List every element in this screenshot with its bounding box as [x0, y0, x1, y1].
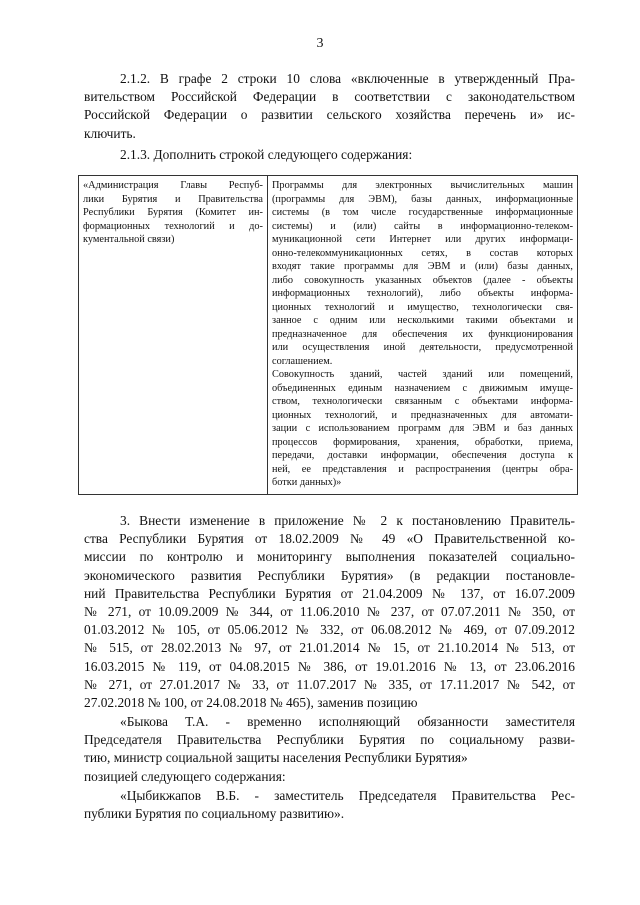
cell-line: ством, технологически связанным с объектами информа-: [272, 396, 573, 407]
cell-line: занное с одним или несколькими такими объектами и: [272, 315, 573, 326]
cell-line: информационных технологий), либо объекты информа-: [272, 288, 573, 299]
table-cell-objects: [268, 176, 578, 495]
cell-line: либо совокупность указанных объектов (далее - объекты: [272, 274, 573, 286]
cell-line: ботки данных)»: [272, 477, 342, 488]
table-cell-organization: [79, 176, 268, 495]
cell-line: передачи, доставки информации, обеспечения доступа к: [272, 450, 573, 461]
cell-line: ней, ее представления и распространения (центры обра-: [272, 463, 573, 475]
cell-line: Совокупность зданий, частей зданий или помещений,: [272, 369, 573, 380]
cell-line: лики Бурятия и Правительства: [83, 193, 263, 205]
text-line: Российской Федерации о развитии сельского хозяйства перечень и» ис-: [84, 107, 575, 123]
text-line: 2.1.3. Дополнить строкой следующего содержания:: [120, 147, 413, 162]
cell-line: зации с использованием программ для ЭВМ и баз данных: [272, 423, 573, 434]
text-line: 16.03.2015 № 119, от 04.08.2015 № 386, от 19.01.2016 № 13, от 23.06.2016: [84, 658, 575, 674]
cell-line: «Администрация Главы Респуб-: [83, 180, 263, 191]
cell-line: ционных технологий и имущество, технологически свя-: [272, 301, 573, 313]
cell-line: Республики Бурятия (Комитет ин-: [83, 207, 263, 218]
text-line: 2.1.2. В графе 2 строки 10 слова «включенные в утвержденный Пра-: [120, 71, 575, 86]
cell-line: входят такие программы для ЭВМ и (или) базы данных,: [272, 261, 573, 272]
text-line: № 515, от 28.02.2013 № 97, от 21.01.2014 № 15, от 21.10.2014 № 513, от: [84, 640, 575, 656]
text-line: 27.02.2018 № 100, от 24.08.2018 № 465), заменив позицию: [84, 695, 418, 711]
cell-line: кументальной связи): [83, 234, 175, 245]
text-line: ства Республики Бурятия от 18.02.2009 № 49 «О Правительственной ко-: [84, 531, 575, 547]
insert-table: [78, 175, 578, 495]
text-line: позицией следующего содержания:: [84, 769, 286, 784]
cell-line: ционных технологий, и предназначенных для автомати-: [272, 409, 573, 421]
paragraph-old-position: [84, 713, 575, 768]
text-line: № 271, от 10.09.2009 № 344, от 11.06.2010 № 237, от 07.07.2011 № 350, от: [84, 604, 575, 620]
paragraph-2-1-2: [84, 70, 575, 143]
cell-line: предназначенное для обеспечения их функционирования: [272, 328, 573, 340]
text-line: Председателя Правительства Республики Бурятия по социальному разви-: [84, 732, 575, 748]
page-number: 3: [316, 36, 324, 51]
text-line: миссии по контролю и мониторингу выполнения показателей социально-: [84, 549, 575, 565]
text-line: публики Бурятия по социальному развитию».: [84, 806, 345, 822]
cell-line: процессов формирования, хранения, обработки, приема,: [272, 436, 573, 448]
text-line: № 271, от 27.01.2017 № 33, от 11.07.2017 № 335, от 17.11.2017 № 542, от: [84, 676, 575, 692]
text-line: вительством Российской Федерации в соответствии с законодательством: [84, 89, 575, 105]
cell-line: (программы для ЭВМ), базы данных, информационные: [272, 193, 573, 205]
cell-line: системы) и (или) сайты в информационно-телеком-: [272, 220, 573, 232]
cell-line: системы (в том числе государственные информационные: [272, 207, 573, 218]
text-line: «Цыбикжапов В.Б. - заместитель Председателя Правительства Рес-: [120, 788, 575, 803]
text-line: тию, министр социальной защиты населения Республики Бурятия»: [84, 750, 468, 766]
text-line: 01.03.2012 № 105, от 05.06.2012 № 332, от 06.08.2012 № 469, от 07.09.2012: [84, 622, 575, 638]
cell-line: муникационной сети Интернет или других информаци-: [272, 234, 573, 245]
paragraph-replacement-intro: [84, 768, 575, 786]
text-line: «Быкова Т.А. - временно исполняющий обязанности заместителя: [120, 714, 575, 729]
text-line: 3. Внести изменение в приложение № 2 к постановлению Правитель-: [120, 513, 575, 528]
cell-paragraph-it-objects: [272, 179, 573, 368]
cell-line: формационных технологий и до-: [83, 220, 263, 232]
cell-line: или осуществления иной деятельности, предусмотренной: [272, 342, 573, 353]
cell-line: Программы для электронных вычислительных машин: [272, 180, 573, 191]
cell-line: объединенных единым назначением с движимым имуще-: [272, 382, 573, 394]
table-row: [79, 176, 578, 495]
text-line: экономического развития Республики Бурятия» (в редакции постановле-: [84, 567, 575, 583]
cell-line: онно-телекоммуникационных сетях, в состав которых: [272, 247, 573, 259]
paragraph-3: [84, 512, 575, 712]
paragraph-new-position: [84, 787, 575, 823]
cell-line: соглашением.: [272, 355, 333, 367]
paragraph-2-1-3: [84, 146, 575, 164]
cell-paragraph-data-centers: [272, 368, 573, 490]
text-line: ний Правительства Республики Бурятия от 21.04.2009 № 137, от 16.07.2009: [84, 585, 575, 601]
text-line: ключить.: [84, 125, 136, 141]
